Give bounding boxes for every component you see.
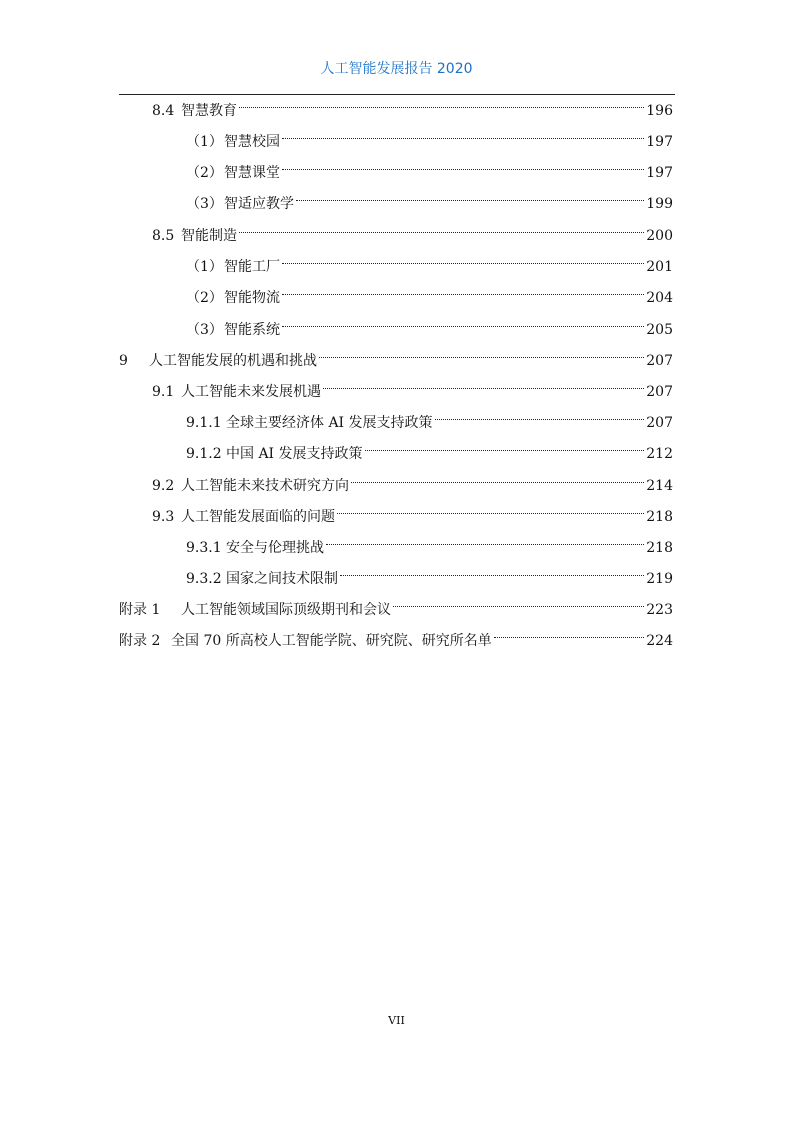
toc-entry[interactable] xyxy=(186,285,673,311)
toc-dot-leader xyxy=(351,482,644,483)
toc-entry-number: 9.2 xyxy=(152,478,175,494)
toc-entry-number: 8.5 xyxy=(152,228,175,244)
toc-entry-title: 智能物流 xyxy=(224,290,280,306)
toc-entry-page: 218 xyxy=(646,540,673,556)
page-header-title: 人工智能发展报告 2020 xyxy=(320,61,473,77)
toc-entry[interactable] xyxy=(186,160,673,186)
toc-dot-leader xyxy=(282,169,644,170)
toc-dot-leader xyxy=(282,294,644,295)
toc-dot-leader xyxy=(340,575,644,576)
toc-entry-number: （3） xyxy=(186,322,223,338)
toc-entry-title: 全国 70 所高校人工智能学院、研究院、研究所名单 xyxy=(171,633,492,649)
toc-entry-number: （2） xyxy=(186,290,223,306)
toc-dot-leader xyxy=(326,544,644,545)
toc-entry-number: 9.3.2 xyxy=(186,571,222,587)
toc-entry-title: 人工智能发展面临的问题 xyxy=(181,509,335,525)
toc-entry-page: 219 xyxy=(646,571,673,587)
toc-dot-leader xyxy=(337,513,644,514)
toc-entry[interactable] xyxy=(119,628,673,654)
toc-entry[interactable] xyxy=(152,473,673,499)
toc-entry[interactable] xyxy=(186,566,673,592)
toc-entry-number: 9.1.1 xyxy=(186,415,222,431)
toc-entry[interactable] xyxy=(186,535,673,561)
toc-entry[interactable] xyxy=(186,317,673,343)
header-rule xyxy=(119,94,675,95)
toc-entry[interactable] xyxy=(186,410,673,436)
toc-entry-title: 智慧教育 xyxy=(181,103,237,119)
toc-entry[interactable] xyxy=(186,254,673,280)
toc-dot-leader xyxy=(319,357,644,358)
toc-entry[interactable] xyxy=(186,191,673,217)
toc-entry-number: （1） xyxy=(186,259,223,275)
toc-entry-page: 197 xyxy=(646,165,673,181)
toc-dot-leader xyxy=(365,450,645,451)
toc-entry[interactable] xyxy=(186,441,673,467)
toc-entry-number: （2） xyxy=(186,165,223,181)
toc-entry-title: 人工智能领域国际顶级期刊和会议 xyxy=(181,602,391,618)
toc-dot-leader xyxy=(435,419,645,420)
toc-dot-leader xyxy=(239,232,644,233)
toc-entry[interactable] xyxy=(119,597,673,623)
toc-dot-leader xyxy=(282,263,644,264)
toc-entry-title: 智适应教学 xyxy=(224,196,294,212)
toc-entry[interactable] xyxy=(152,504,673,530)
toc-entry-title: 安全与伦理挑战 xyxy=(226,540,324,556)
toc-dot-leader xyxy=(296,200,644,201)
toc-entry-title: 全球主要经济体 AI 发展支持政策 xyxy=(226,415,433,431)
toc-entry[interactable] xyxy=(152,223,673,249)
toc-entry-page: 197 xyxy=(646,134,673,150)
toc-entry-number: （3） xyxy=(186,196,223,212)
toc-entry-page: 205 xyxy=(646,322,673,338)
toc-entry-page: 223 xyxy=(646,602,673,618)
toc-entry-title: 智慧校园 xyxy=(224,134,280,150)
toc-dot-leader xyxy=(282,326,644,327)
toc-dot-leader xyxy=(239,107,644,108)
toc-entry-number: 9.3 xyxy=(152,509,175,525)
toc-entry-page: 200 xyxy=(646,228,673,244)
toc-entry[interactable] xyxy=(186,129,673,155)
toc-entry-page: 207 xyxy=(646,384,673,400)
toc-entry-title: 人工智能发展的机遇和挑战 xyxy=(149,353,317,369)
toc-entry-page: 218 xyxy=(646,509,673,525)
toc-dot-leader xyxy=(393,606,644,607)
toc-entry-page: 199 xyxy=(646,196,673,212)
toc-entry-title: 中国 AI 发展支持政策 xyxy=(226,446,363,462)
toc-entry-page: 224 xyxy=(646,633,673,649)
toc-entry-number: 附录 2 xyxy=(119,633,161,649)
toc-entry-number: 9 xyxy=(119,353,128,369)
toc-entry-page: 207 xyxy=(646,353,673,369)
toc-entry-number: 9.3.1 xyxy=(186,540,222,556)
toc-entry-page: 204 xyxy=(646,290,673,306)
toc-dot-leader xyxy=(323,388,644,389)
toc-entry[interactable] xyxy=(152,98,673,124)
toc-entry-page: 207 xyxy=(646,415,673,431)
toc-entry-page: 212 xyxy=(646,446,673,462)
toc-dot-leader xyxy=(494,637,645,638)
toc-entry-title: 智慧课堂 xyxy=(224,165,280,181)
toc-entry-page: 201 xyxy=(646,259,673,275)
toc-entry-title: 智能系统 xyxy=(224,322,280,338)
toc-entry-title: 智能工厂 xyxy=(224,259,280,275)
toc-entry-page: 196 xyxy=(646,103,673,119)
toc-entry-number: 9.1 xyxy=(152,384,175,400)
toc-entry-number: 9.1.2 xyxy=(186,446,222,462)
toc-entry-title: 国家之间技术限制 xyxy=(226,571,338,587)
toc-entry[interactable] xyxy=(152,379,673,405)
toc-entry-page: 214 xyxy=(646,478,673,494)
toc-entry-title: 人工智能未来发展机遇 xyxy=(181,384,321,400)
toc-entry-number: 8.4 xyxy=(152,103,175,119)
toc-entry[interactable] xyxy=(119,348,673,374)
toc-entry-title: 智能制造 xyxy=(181,228,237,244)
toc-entry-title: 人工智能未来技术研究方向 xyxy=(181,478,349,494)
toc-dot-leader xyxy=(282,138,644,139)
page-number: VII xyxy=(388,1014,405,1027)
toc-entry-number: （1） xyxy=(186,134,223,150)
toc-entry-number: 附录 1 xyxy=(119,602,161,618)
